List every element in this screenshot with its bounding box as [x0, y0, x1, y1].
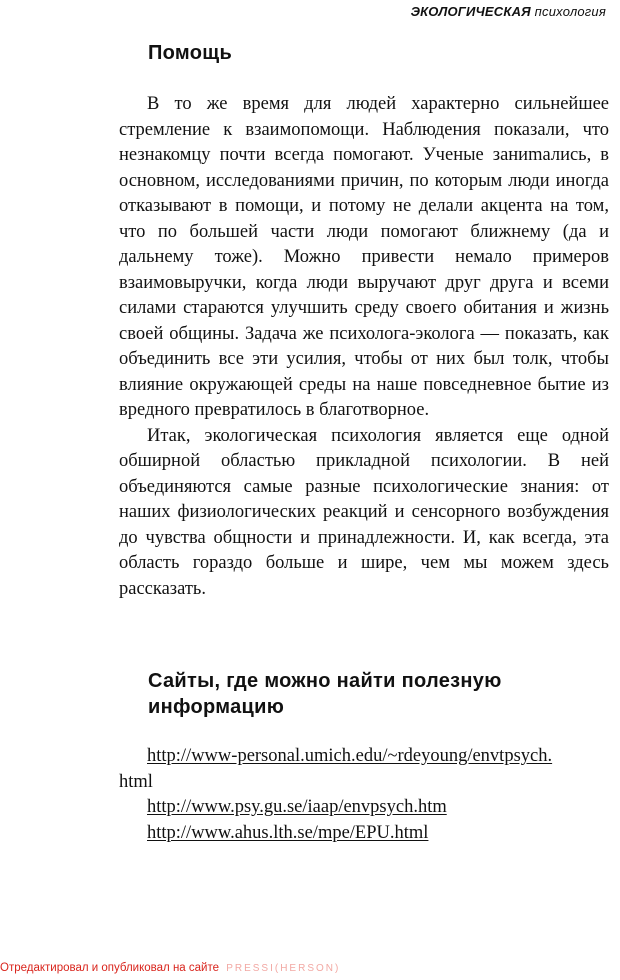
link-url-epu[interactable]: http://www.ahus.lth.se/mpe/EPU.html	[147, 822, 429, 843]
footer-text: Отредактировал и опубликовал на сайте	[0, 962, 219, 974]
section-heading-sites: Сайты, где можно найти полезную информацию	[148, 670, 502, 718]
help-section-text	[119, 92, 609, 602]
links-list	[119, 744, 615, 846]
link-url-envtpsych-tail[interactable]: html	[119, 771, 153, 792]
link-item-continuation[interactable]	[119, 770, 615, 796]
link-item[interactable]	[119, 744, 615, 770]
link-url-envtpsych[interactable]: http://www-personal.umich.edu/~rdeyoung/envtpsych.	[147, 746, 553, 766]
running-header-subtitle: психология	[534, 4, 606, 19]
running-header	[411, 4, 606, 19]
link-item[interactable]	[119, 821, 615, 847]
footer-brand: PRESSI(HERSON)	[226, 963, 341, 974]
section-heading-help: Помощь	[148, 42, 233, 64]
paragraph-help-2: Итак, экологическая психология является еще одной обширной областью прикладной психологии. В ней объединяются самые разные психологические знания: от наших физиологических реакций и сенсорного возбуждения до чувства общности и принадлежности. И, как всегда, эта область гораздо больше и шире, чем мы можем здесь рассказать.	[119, 425, 609, 599]
link-item[interactable]	[119, 795, 615, 821]
link-url-envpsych[interactable]: http://www.psy.gu.se/iaap/envpsych.htm	[147, 797, 447, 817]
footer-credit	[0, 962, 340, 974]
running-header-title: ЭКОЛОГИЧЕСКАЯ	[410, 4, 531, 19]
paragraph-help-1: В то же время для людей характерно сильнейшее стремление к взаимопомощи. Наблюдения показали, что незнакомцу почти всегда помогают. Ученые заниmались, в основном, исследованиями причин, по которым люди иногда отказывают в помощи, и потому не делали акцента на том, что по большей части люди помогают ближнему (да и дальнему тоже). Можно привести немало примеров взаимовыручки, когда люди выручают друг друга и всеми силами стараются улучшить среду своего обитания и жизнь своей общины. Задача же психолога-эколога — показать, как объединить все эти усилия, чтобы от них был толк, чтобы влияние окружающей среды на наше повседневное бытие из вредного превратилось в благотворное.	[119, 94, 609, 420]
